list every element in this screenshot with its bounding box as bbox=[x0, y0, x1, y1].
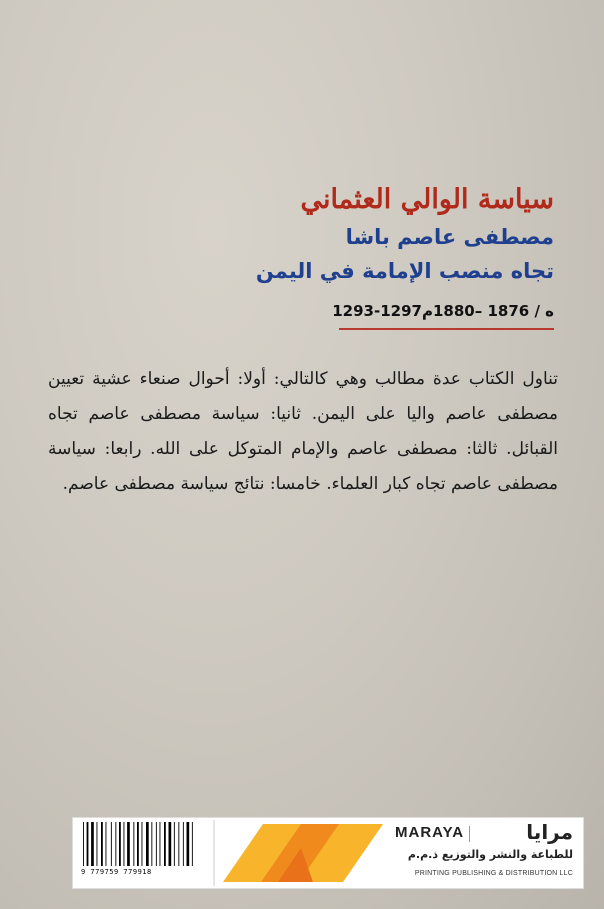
book-title: سياسة الوالي العثماني bbox=[300, 184, 554, 215]
publisher-footer bbox=[72, 817, 584, 889]
subtitle-line-2: تجاه منصب الإمامة في اليمن bbox=[255, 259, 554, 283]
publisher-tagline-en: PRINTING PUBLISHING & DISTRIBUTION LLC bbox=[414, 870, 573, 877]
book-description: تناول الكتاب عدة مطالب وهي كالتالي: أولا: أحوال صنعاء عشية تعيين مصطفى عاصم واليا على اليمن. ثانيا: سياسة مصطفى عاصم تجاه القبائل. ثالثا: مصطفى عاصم والإمام المتوكل على الله. رابعا: سياسة مصطفى عاصم تجاه كبار العلماء. خامسا: نتائج سياسة مصطفى عاصم. bbox=[48, 369, 558, 494]
barcode-number: 9 779759 779918 bbox=[81, 868, 152, 876]
subtitle-line-1: مصطفى عاصم باشا bbox=[345, 225, 554, 249]
red-rule-divider bbox=[339, 328, 554, 330]
publisher-tagline-ar: للطباعة والنشر والتوزيع ذ.م.م bbox=[407, 848, 573, 861]
dates-line: 1293-1297ه / 1876 –1880م bbox=[332, 302, 554, 320]
publisher-name-en: MARAYA bbox=[395, 824, 465, 841]
maraya-logo-icon bbox=[223, 824, 383, 882]
brand-separator bbox=[469, 826, 470, 842]
title-block bbox=[134, 180, 554, 330]
publisher-name-ar: مرايا bbox=[526, 820, 573, 844]
footer-divider bbox=[213, 820, 215, 886]
